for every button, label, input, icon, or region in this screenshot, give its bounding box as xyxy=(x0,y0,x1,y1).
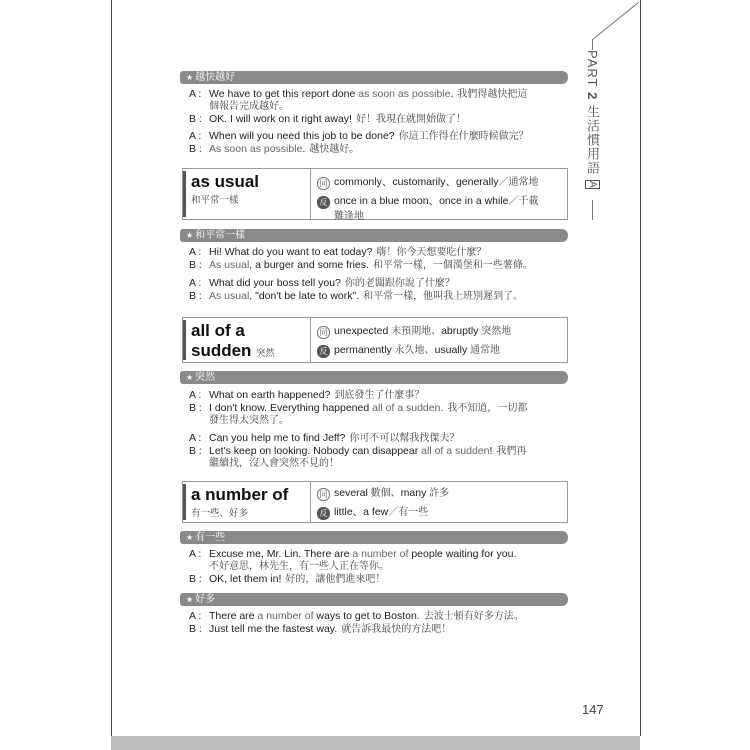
star-icon: ★ xyxy=(186,73,194,82)
dialogue-line-cont: 發生得太突然了。 xyxy=(209,415,289,426)
dialogue-line: A : When will you need this job to be done? 你這工作得在什麼時候做完？ xyxy=(189,130,529,142)
dialogue-line: B : I don't know. Everything happened all of a sudden. 我不知道，一切都 xyxy=(189,402,528,414)
antonym-icon: 反 xyxy=(317,196,330,209)
entry-term: as usual xyxy=(191,172,260,191)
chapter-letter-box: A xyxy=(587,180,598,189)
entry-term: all of a xyxy=(191,321,245,340)
dialogue-line: B : As usual, a burger and some fries. 和平常一樣，一個漢堡和一些薯條。 xyxy=(189,259,533,271)
dialogue-line: A : What on earth happened? 到底發生了什麼事？ xyxy=(189,389,425,401)
antonym-line: 反 permanently 永久地、usually 通常地 xyxy=(317,341,567,360)
chapter-title: 生活慣用語 xyxy=(585,104,600,175)
vocab-entry-all-of-a-sudden xyxy=(182,317,568,363)
section-bar-1: ★ 越快越好 xyxy=(180,71,568,84)
entry-term-line2: sudden xyxy=(191,341,252,360)
star-icon: ★ xyxy=(186,373,194,382)
dialogue-line: B : As soon as possible. 越快越好。 xyxy=(189,143,360,155)
dialogue-line: A : There are a number of ways to get to Boston. 去波士頓有好多方法。 xyxy=(189,610,524,622)
entry-meaning: 突然 xyxy=(255,348,275,359)
synonym-icon: 同 xyxy=(317,326,330,339)
synonym-line: 同 commonly、customarily、generally／通常地 xyxy=(317,173,567,192)
part-number: 2 xyxy=(585,92,600,101)
side-rule-bottom xyxy=(592,200,593,220)
dialogue-line-cont: 繼續找，沒人會突然不見的！ xyxy=(209,458,339,469)
entry-term: a number of xyxy=(191,485,289,504)
entry-meaning: 有一些、好多 xyxy=(191,508,249,519)
antonym-icon: 反 xyxy=(317,507,330,520)
part-label: PART xyxy=(585,50,600,88)
dialogue-line: B : Just tell me the fastest way. 就告訴我最快的方法吧！ xyxy=(189,623,452,635)
dialogue-line: A : We have to get this report done as soon as possible. 我們得越快把這 xyxy=(189,88,528,100)
side-chapter-tab xyxy=(584,50,602,189)
antonym-line: 反 little、a few／有一些 xyxy=(317,503,567,522)
page-number: 147 xyxy=(582,702,604,717)
section-bar-5: ★ 好多 xyxy=(180,593,568,606)
synonym-icon: 同 xyxy=(317,488,330,501)
dialogue-line: B : OK. I will work on it right away! 好！我現在就開始做了！ xyxy=(189,113,466,125)
synonym-line: 同 several 數個、many 許多 xyxy=(317,484,567,503)
dialogue-line-cont: 不好意思，林先生，有一些人正在等你。 xyxy=(209,561,389,572)
star-icon: ★ xyxy=(186,231,194,240)
dialogue-line: B : As usual, "don't be late to work". 和平常一樣，他叫我上班別遲到了。 xyxy=(189,290,524,302)
section-bar-3: ★ 突然 xyxy=(180,371,568,384)
section-bar-2: ★ 和平常一樣 xyxy=(180,229,568,242)
dialogue-line-cont: 個報告完成越好。 xyxy=(209,101,289,112)
antonym-icon: 反 xyxy=(317,345,330,358)
antonym-line: 反 once in a blue moon、once in a while／千載 難逢地 xyxy=(317,194,567,224)
star-icon: ★ xyxy=(186,595,194,604)
dialogue-line: A : Hi! What do you want to eat today? 嗨！你今天想要吃什麼？ xyxy=(189,246,487,258)
dialogue-line: B : OK, let them in! 好的，讓他們進來吧！ xyxy=(189,573,386,585)
dialogue-line: B : Let's keep on looking. Nobody can disappear all of a sudden! 我們再 xyxy=(189,445,527,457)
dialogue-line: A : Can you help me to find Jeff? 你可不可以幫我找傑夫？ xyxy=(189,432,460,444)
side-rule-top xyxy=(592,40,593,50)
vocab-entry-a-number-of xyxy=(182,481,568,523)
entry-meaning: 和平常一樣 xyxy=(191,195,239,206)
synonym-line: 同 unexpected 未預期地、abruptly 突然地 xyxy=(317,322,567,341)
vocab-entry-as-usual xyxy=(182,168,568,220)
star-icon: ★ xyxy=(186,533,194,542)
dialogue-line: A : Excuse me, Mr. Lin. There are a number of people waiting for you. xyxy=(189,548,517,560)
section-bar-4: ★ 有一些 xyxy=(180,531,568,544)
synonym-icon: 同 xyxy=(317,177,330,190)
dialogue-line: A : What did your boss tell you? 你的老闆跟你說了什麼？ xyxy=(189,277,455,289)
